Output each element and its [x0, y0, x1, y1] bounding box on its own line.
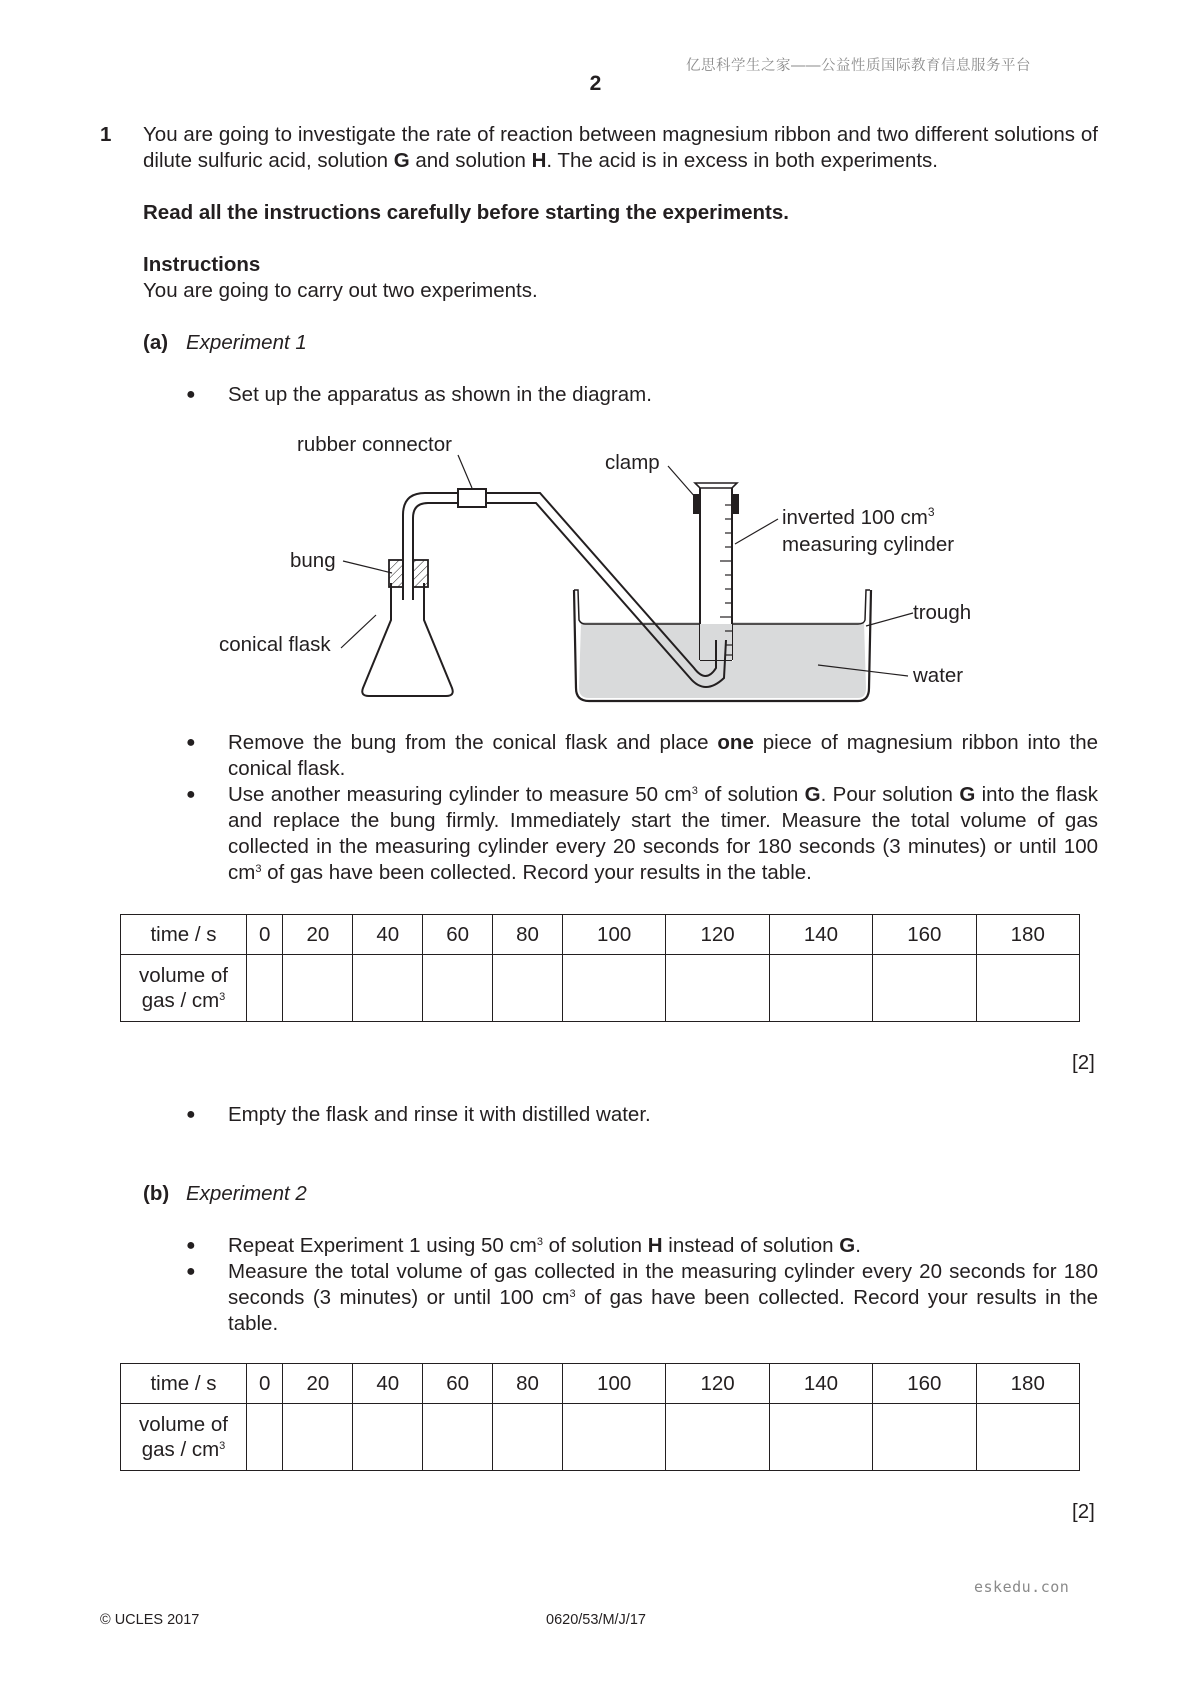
- part-b-title: Experiment 2: [186, 1182, 307, 1205]
- footer-watermark: eskedu.con: [974, 1578, 1070, 1596]
- time-cell: 180: [976, 915, 1079, 955]
- time-cell: 160: [873, 915, 976, 955]
- volume-entry-cell[interactable]: [873, 955, 976, 1022]
- label-inverted-cylinder-line2: measuring cylinder: [782, 533, 955, 556]
- volume-entry-cell[interactable]: [976, 1404, 1079, 1471]
- instructions-text: You are going to carry out two experiments.: [143, 279, 538, 302]
- read-instruction: Read all the instructions carefully before starting the experiments.: [143, 201, 789, 224]
- time-cell: 40: [353, 915, 423, 955]
- bullet-dot: ●: [186, 786, 196, 803]
- table-row: [121, 955, 1080, 1022]
- conical-flask: [362, 583, 453, 696]
- volume-entry-cell[interactable]: [562, 1404, 665, 1471]
- bullet-dot: ●: [186, 734, 196, 751]
- time-cell: 160: [873, 1364, 976, 1404]
- page-number: 2: [589, 72, 602, 95]
- bullet-dot: ●: [186, 1106, 196, 1123]
- time-cell: 20: [283, 1364, 353, 1404]
- label-clamp: clamp: [605, 451, 660, 474]
- volume-entry-cell[interactable]: [769, 955, 872, 1022]
- results-table-experiment-2: [120, 1363, 1080, 1471]
- part-b-bullet-1: Repeat Experiment 1 using 50 $cm^3$ of solution H instead of solution G.: [228, 1234, 861, 1257]
- time-cell: 80: [493, 915, 563, 955]
- volume-entry-cell[interactable]: [423, 1404, 493, 1471]
- bullet-dot: ●: [186, 1263, 196, 1280]
- volume-entry-cell[interactable]: [247, 955, 283, 1022]
- time-header: time / s: [121, 1364, 247, 1404]
- time-cell: 60: [423, 1364, 493, 1404]
- volume-entry-cell[interactable]: [353, 955, 423, 1022]
- part-a-bullet-2: Remove the bung from the conical flask and place one piece of magnesium ribbon into the conical flask.: [228, 731, 1098, 780]
- instructions-heading: Instructions: [143, 253, 261, 276]
- part-b-label: (b): [143, 1182, 170, 1205]
- question-intro: You are going to investigate the rate of reaction between magnesium ribbon and two different solutions of dilute sulfuric acid, solution G and solution H. The acid is in excess in both experiments.: [143, 123, 1098, 172]
- part-a-bullet-4: Empty the flask and rinse it with distilled water.: [228, 1103, 651, 1126]
- time-cell: 40: [353, 1364, 423, 1404]
- mark-part-b: [2]: [1072, 1500, 1095, 1523]
- volume-entry-cell[interactable]: [423, 955, 493, 1022]
- time-cell: 120: [666, 915, 769, 955]
- part-b-bullet-2: Measure the total volume of gas collected in the measuring cylinder every 20 seconds for 180 seconds (3 minutes) or until 100 $cm^3$ of gas have been collected. Record your results in the table.: [228, 1260, 1099, 1335]
- time-cell: 0: [247, 915, 283, 955]
- part-a-label: (a): [143, 331, 169, 354]
- rubber-connector: [458, 489, 486, 507]
- label-bung: bung: [290, 549, 336, 572]
- footer-code: 0620/53/M/J/17: [546, 1612, 646, 1628]
- time-cell: 60: [423, 915, 493, 955]
- table-row: [121, 1404, 1080, 1471]
- label-water: water: [913, 664, 964, 687]
- apparatus-diagram: [0, 0, 1191, 720]
- volume-entry-cell[interactable]: [283, 955, 353, 1022]
- part-a-bullet-3: Use another measuring cylinder to measure 50 $cm^3$ of solution G. Pour solution G into the flask and replace the bung firmly. Immediately start the timer. Measure the total volume of gas collected in the measuring cylinder every 20 seconds for 180 seconds (3 minutes) or until 100 $cm^3$ of gas have been collected. Record your results in the table.: [228, 783, 1098, 884]
- time-cell: 100: [562, 915, 665, 955]
- volume-header: volume of gas / $cm^3$: [121, 955, 247, 1022]
- label-rubber-connector: rubber connector: [297, 433, 452, 456]
- volume-entry-cell[interactable]: [562, 955, 665, 1022]
- volume-entry-cell[interactable]: [493, 955, 563, 1022]
- volume-entry-cell[interactable]: [666, 955, 769, 1022]
- time-header: time / s: [121, 915, 247, 955]
- time-cell: 140: [769, 915, 872, 955]
- time-cell: 100: [562, 1364, 665, 1404]
- time-cell: 180: [976, 1364, 1079, 1404]
- time-cell: 140: [769, 1364, 872, 1404]
- volume-entry-cell[interactable]: [666, 1404, 769, 1471]
- label-trough: trough: [913, 601, 972, 624]
- footer-copyright: © UCLES 2017: [100, 1612, 200, 1628]
- clamp: [693, 494, 701, 514]
- volume-entry-cell[interactable]: [493, 1404, 563, 1471]
- results-table-experiment-1: [120, 914, 1080, 1022]
- time-cell: 0: [247, 1364, 283, 1404]
- time-cell: 120: [666, 1364, 769, 1404]
- table-row: [121, 915, 1080, 955]
- volume-entry-cell[interactable]: [976, 955, 1079, 1022]
- question-number: 1: [100, 123, 112, 146]
- bullet-dot: ●: [186, 386, 196, 403]
- label-conical-flask: conical flask: [219, 633, 331, 656]
- label-inverted-cylinder-line1: inverted 100 $cm^3$: [782, 505, 935, 529]
- volume-entry-cell[interactable]: [283, 1404, 353, 1471]
- volume-entry-cell[interactable]: [769, 1404, 872, 1471]
- volume-entry-cell[interactable]: [353, 1404, 423, 1471]
- header-watermark: 亿思科学生之家——公益性质国际教育信息服务平台: [686, 58, 1031, 74]
- table-row: [121, 1364, 1080, 1404]
- volume-header: volume of gas / $cm^3$: [121, 1404, 247, 1471]
- bullet-dot: ●: [186, 1237, 196, 1254]
- time-cell: 80: [493, 1364, 563, 1404]
- volume-entry-cell[interactable]: [873, 1404, 976, 1471]
- measuring-cylinder: [695, 483, 737, 661]
- volume-entry-cell[interactable]: [247, 1404, 283, 1471]
- mark-part-a: [2]: [1072, 1051, 1095, 1074]
- part-a-title: Experiment 1: [186, 331, 307, 354]
- part-a-bullet-1: Set up the apparatus as shown in the diagram.: [228, 383, 652, 406]
- time-cell: 20: [283, 915, 353, 955]
